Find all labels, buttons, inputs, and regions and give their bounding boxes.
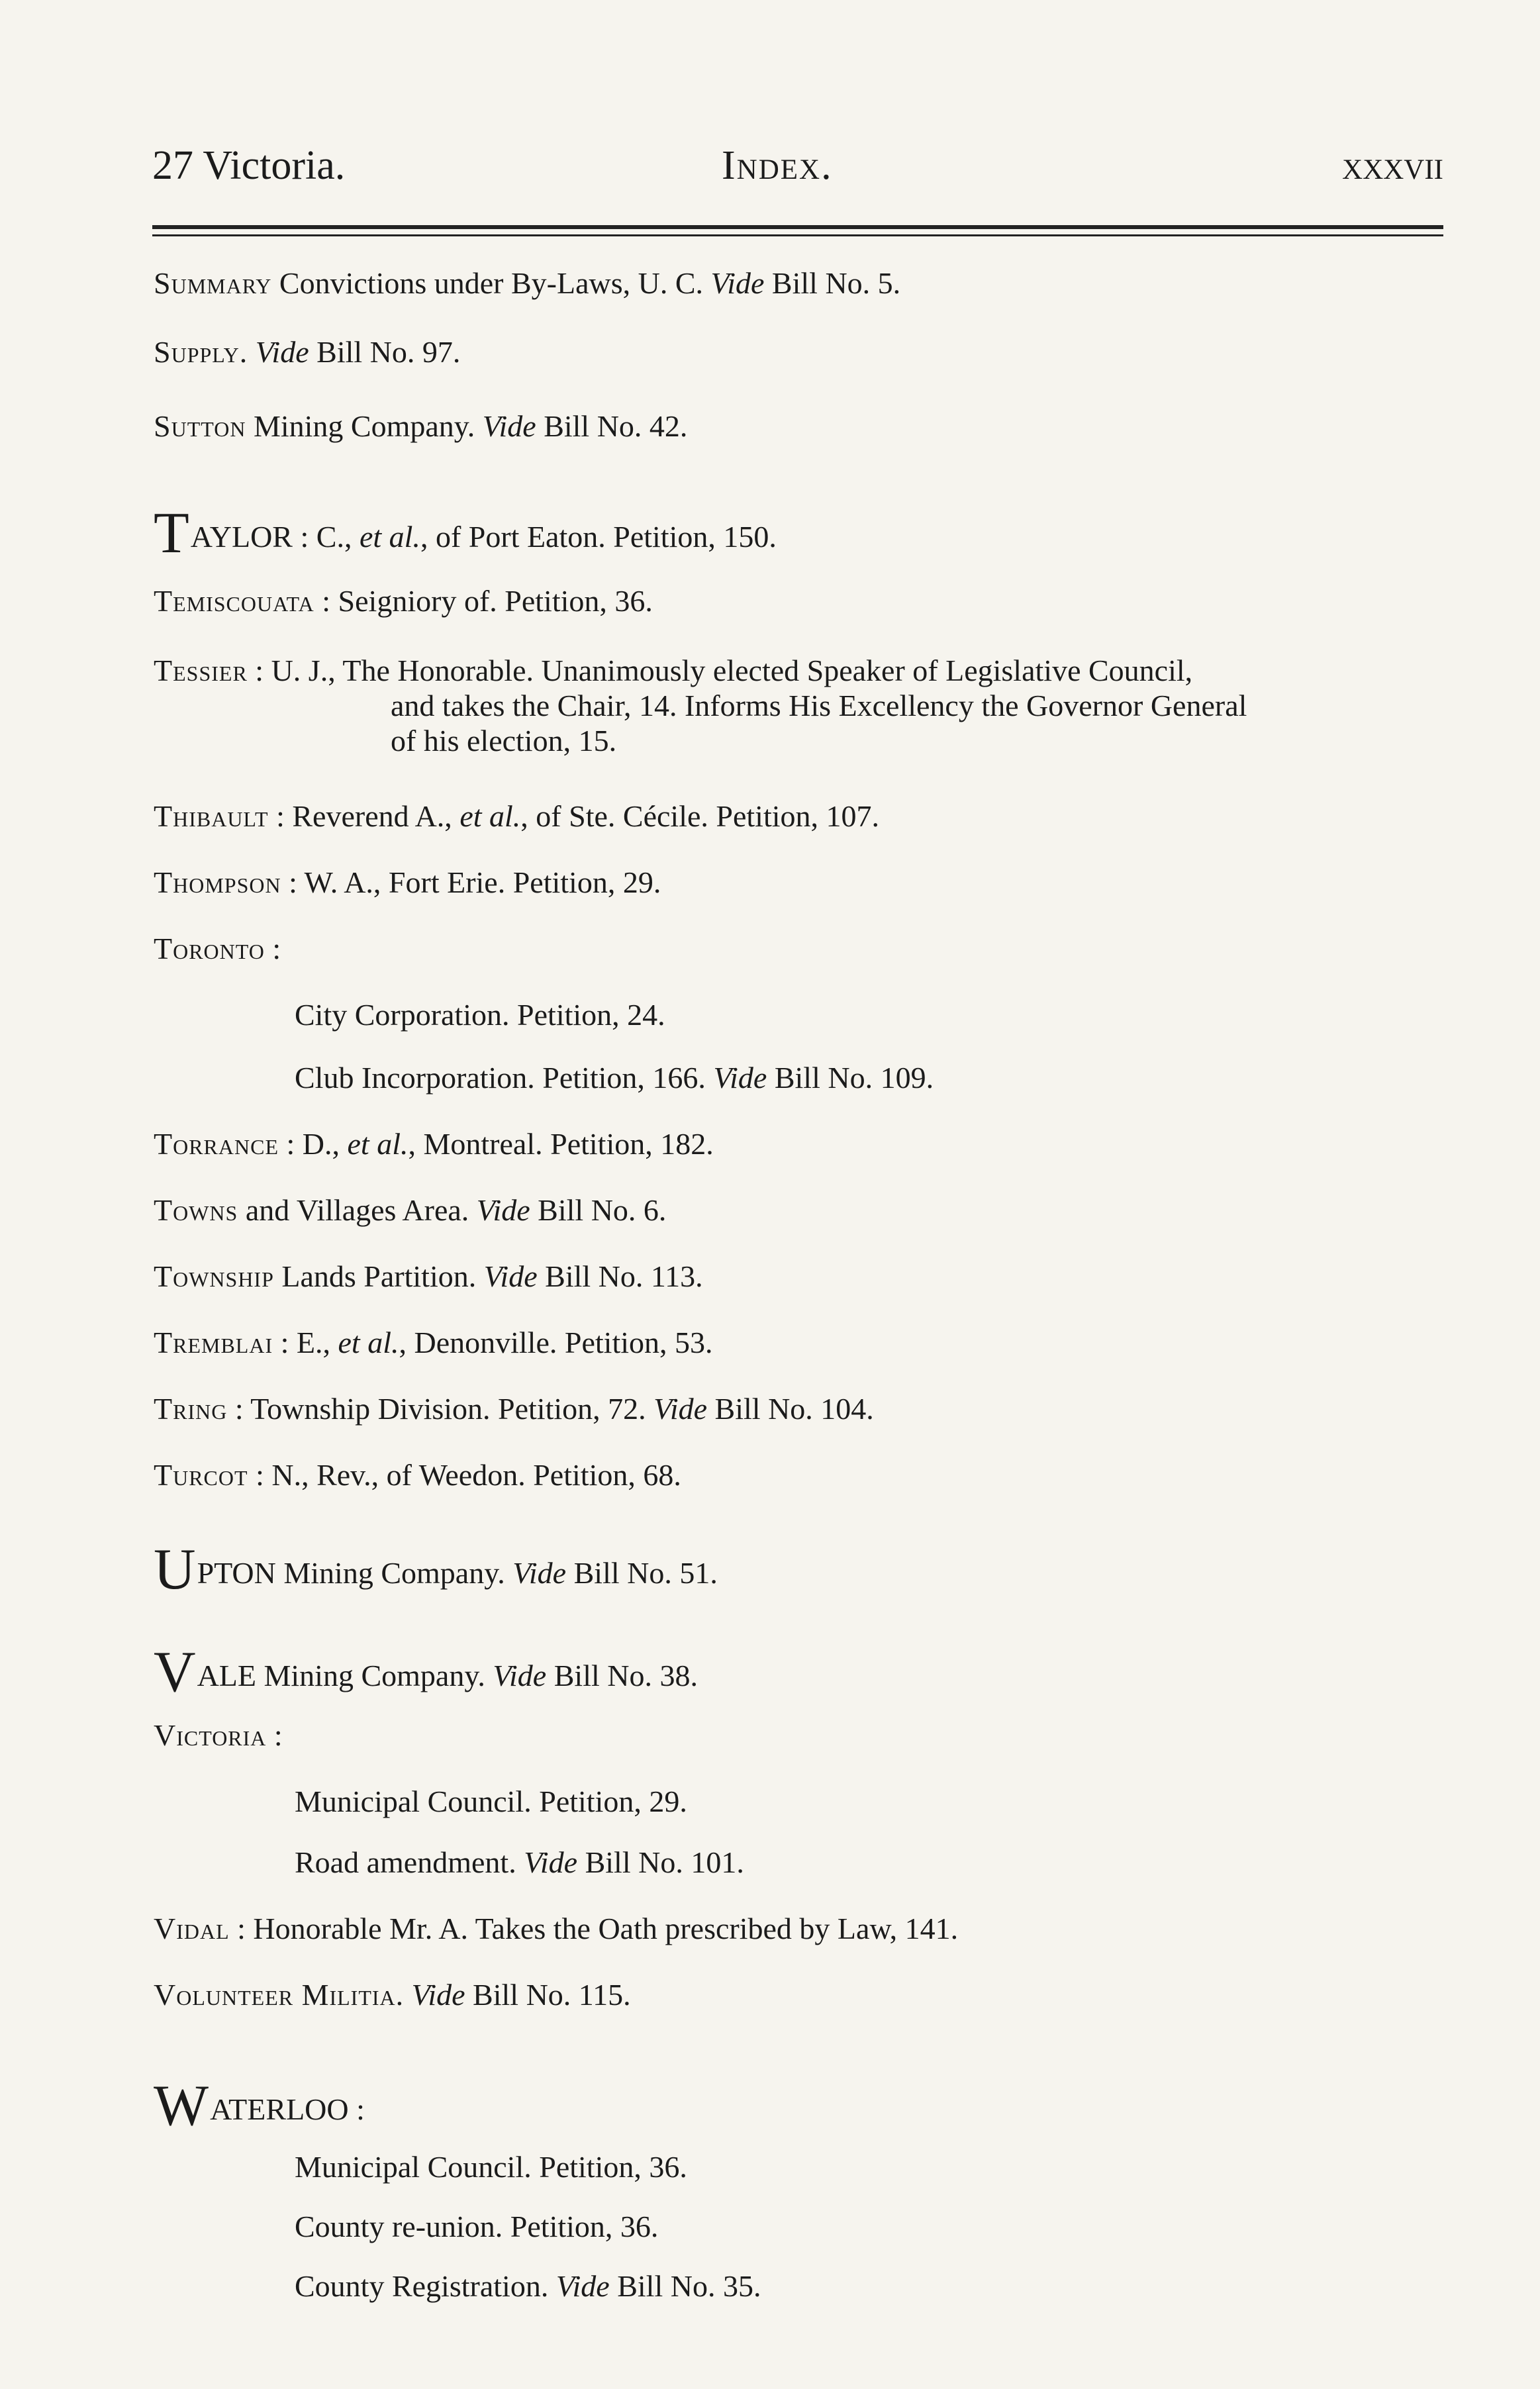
index-entry-thibault: Thibault : Reverend A., et al., of Ste. Cécile. Petition, 107. — [154, 799, 880, 833]
index-entry-thompson: Thompson : W. A., Fort Erie. Petition, 29. — [154, 865, 661, 899]
index-entry-vale: VALE Mining Company. Vide Bill No. 38. — [154, 1640, 698, 1704]
index-subentry-toronto-city: City Corporation. Petition, 24. — [295, 998, 665, 1032]
index-entry-tessier-line3: of his election, 15. — [391, 724, 617, 757]
page-header — [152, 142, 1443, 202]
index-entry-torrance: Torrance : D., et al., Montreal. Petition, 182. — [154, 1127, 714, 1161]
index-subentry-waterloo-registration: County Registration. Vide Bill No. 35. — [295, 2269, 761, 2303]
index-entry-supply: Supply. Vide Bill No. 97. — [154, 335, 461, 369]
header-page-number: xxxvii — [1342, 143, 1443, 188]
index-entry-turcot: Turcot : N., Rev., of Weedon. Petition, 68. — [154, 1458, 681, 1492]
index-subentry-toronto-club: Club Incorporation. Petition, 166. Vide Bill No. 109. — [295, 1061, 934, 1095]
index-entry-township: Township Lands Partition. Vide Bill No. 113. — [154, 1259, 703, 1293]
index-entry-summary: Summary Convictions under By-Laws, U. C. Vide Bill No. 5. — [154, 266, 901, 300]
index-entry-upton: UPTON Mining Company. Vide Bill No. 51. — [154, 1537, 718, 1602]
index-subentry-waterloo-council: Municipal Council. Petition, 36. — [295, 2150, 687, 2184]
index-entry-tring: Tring : Township Division. Petition, 72. Vide Bill No. 104. — [154, 1392, 874, 1426]
index-subentry-victoria-council: Municipal Council. Petition, 29. — [295, 1784, 687, 1818]
header-rule-thick — [152, 225, 1443, 229]
index-entry-victoria: Victoria : — [154, 1718, 283, 1752]
index-entry-tremblai: Tremblai : E., et al., Denonville. Petition, 53. — [154, 1326, 713, 1359]
index-entry-taylor: TAYLOR : C., et al., of Port Eaton. Petition, 150. — [154, 501, 777, 565]
header-session: 27 Victoria. — [152, 143, 346, 188]
index-entry-volunteer-militia: Volunteer Militia. Vide Bill No. 115. — [154, 1978, 631, 2012]
header-rule-thin — [152, 234, 1443, 236]
index-entry-waterloo: WATERLOO : — [154, 2074, 365, 2138]
index-entry-tessier: Tessier : U. J., The Honorable. Unanimously elected Speaker of Legislative Council, — [154, 654, 1193, 687]
index-subentry-waterloo-reunion: County re-union. Petition, 36. — [295, 2210, 659, 2243]
header-title: Index. — [722, 143, 833, 188]
index-entry-sutton: Sutton Mining Company. Vide Bill No. 42. — [154, 409, 688, 443]
index-entry-toronto: Toronto : — [154, 932, 281, 965]
index-subentry-victoria-road: Road amendment. Vide Bill No. 101. — [295, 1845, 744, 1879]
index-entry-tessier-line2: and takes the Chair, 14. Informs His Excellency the Governor General — [391, 689, 1247, 722]
index-entry-towns: Towns and Villages Area. Vide Bill No. 6. — [154, 1193, 667, 1227]
index-entry-temiscouata: Temiscouata : Seigniory of. Petition, 36. — [154, 584, 653, 618]
index-entry-vidal: Vidal : Honorable Mr. A. Takes the Oath prescribed by Law, 141. — [154, 1912, 959, 1945]
